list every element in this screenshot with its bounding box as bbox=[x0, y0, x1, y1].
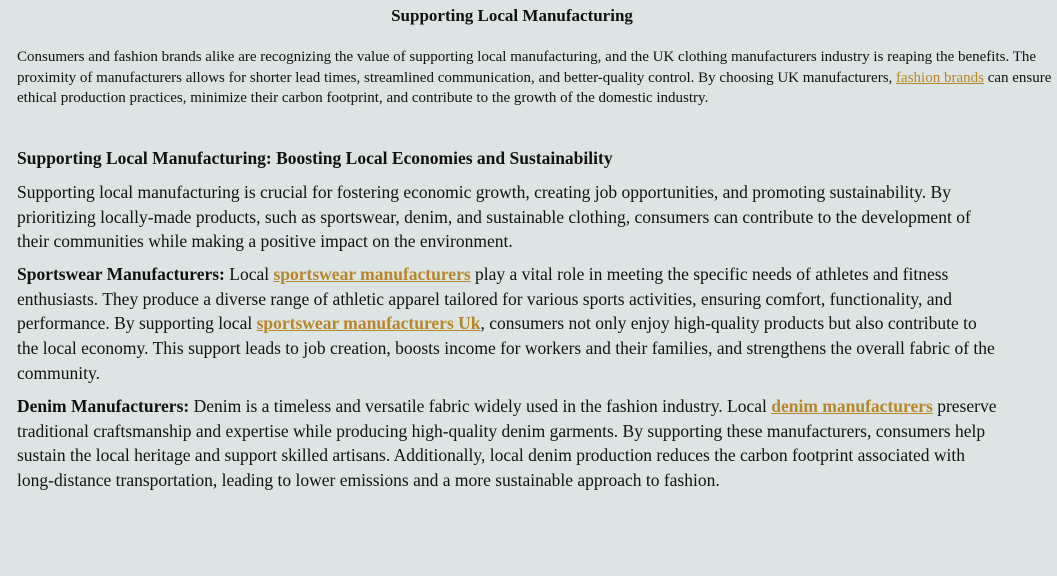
body-paragraph-1: Supporting local manufacturing is crucial for fostering economic growth, creating job opportunities, and promoting sustainability. By prioritizing locally-made products, such as sportswear, denim, and sustainable clothing, consumers can contribute to the development of their communities while making a positive impact on the environment. bbox=[17, 182, 971, 252]
sportswear-text-2: play a vital role in meeting the specific needs of athletes and fitness enthusiasts. They produce a diverse range of athletic apparel tailored for various sports activities, ensuring comfort, functionality, and performance. By supporting local bbox=[17, 264, 952, 334]
intro-text-before: Consumers and fashion brands alike are recognizing the value of supporting local manufacturing, and the UK clothing manufacturers industry is reaping the benefits. The proximity of manufacturers allows for shorter lead times, streamlined communication, and better-quality control. By choosing UK manufacturers, bbox=[17, 49, 1037, 86]
denim-text-1: Denim is a timeless and versatile fabric widely used in the fashion industry. Local bbox=[189, 396, 772, 416]
denim-label: Denim Manufacturers: bbox=[17, 396, 190, 416]
page-title: Supporting Local Manufacturing bbox=[391, 6, 633, 25]
fashion-brands-link[interactable]: fashion brands bbox=[896, 69, 984, 86]
intro-text-after: can ensure ethical production practices, minimize their carbon footprint, and contribute to the growth of the domestic industry. bbox=[17, 69, 1052, 106]
denim-text-2: preserve traditional craftsmanship and expertise while producing high-quality denim garments. By supporting these manufacturers, consumers help sustain the local heritage and support skilled artisans. Additionally, local denim production reduces the carbon footprint associated with long-distance transportation, leading to lower emissions and a more sustainable approach to fashion. bbox=[17, 396, 997, 491]
sportswear-text-1: Local bbox=[224, 264, 274, 284]
denim-manufacturers-link[interactable]: denim manufacturers bbox=[771, 396, 933, 416]
sportswear-label: Sportswear Manufacturers: bbox=[17, 264, 225, 284]
intro-paragraph bbox=[17, 47, 1057, 109]
section-heading: Supporting Local Manufacturing: Boosting Local Economies and Sustainability bbox=[17, 148, 613, 168]
sportswear-text-3: , consumers not only enjoy high-quality products but also contribute to the local economy. This support leads to job creation, boosts income for workers and their families, and strengthens the overall fabric of the community. bbox=[17, 313, 995, 383]
sportswear-paragraph bbox=[17, 262, 1002, 386]
sportswear-manufacturers-uk-link[interactable]: sportswear manufacturers Uk bbox=[256, 313, 481, 334]
denim-paragraph bbox=[17, 394, 1002, 493]
sportswear-manufacturers-link[interactable]: sportswear manufacturers bbox=[273, 264, 471, 284]
